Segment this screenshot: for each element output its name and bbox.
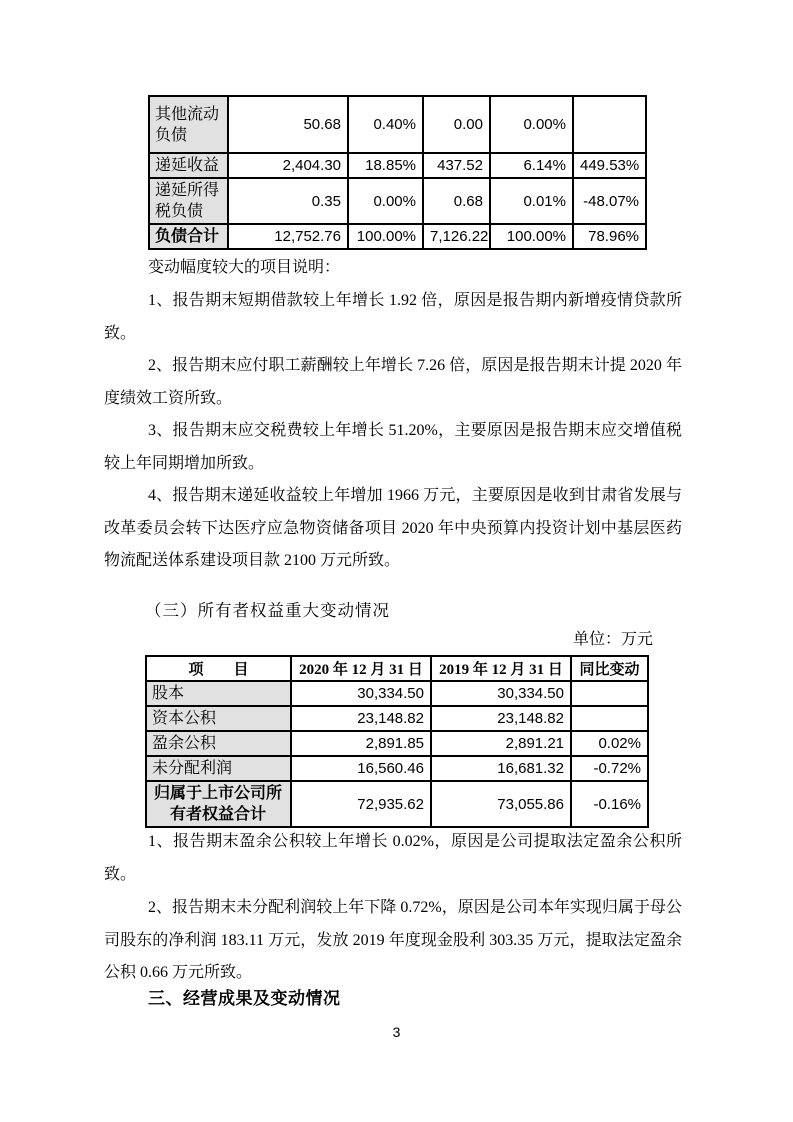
pct-2019-cell: 0.01% bbox=[490, 178, 573, 224]
value-2019-cell: 23,148.82 bbox=[431, 706, 571, 731]
header-2020: 2020 年 12 月 31 日 bbox=[291, 656, 431, 681]
amount-2020-cell: 12,752.76 bbox=[228, 224, 348, 249]
header-item: 项 目 bbox=[146, 656, 291, 681]
page-number: 3 bbox=[392, 1024, 401, 1040]
equity-table bbox=[145, 655, 649, 828]
note-paragraph: 4、报告期末递延收益较上年增加 1966 万元，主要原因是收到甘肃省发展与改革委员会转下达医疗应急物资储备项目 2020 年中央预算内投资计划中基层医药物流配送体系建设项目款 2100 万元所致。 bbox=[104, 487, 682, 569]
yoy-cell: 78.96% bbox=[573, 224, 646, 249]
row-label: 其他流动负债 bbox=[149, 96, 228, 153]
value-2020-cell: 23,148.82 bbox=[291, 706, 431, 731]
yoy-cell: 449.53% bbox=[573, 153, 646, 178]
table-row-total bbox=[149, 224, 646, 249]
amount-2020-cell: 2,404.30 bbox=[228, 153, 348, 178]
equity-section-heading: （三）所有者权益重大变动情况 bbox=[145, 601, 390, 620]
amount-2020-cell: 50.68 bbox=[228, 96, 348, 153]
table-row bbox=[146, 706, 648, 731]
value-2019-cell: 73,055.86 bbox=[431, 781, 571, 827]
pct-2020-cell: 0.00% bbox=[348, 178, 423, 224]
yoy-cell: -48.07% bbox=[573, 178, 646, 224]
amount-2020-cell: 0.35 bbox=[228, 178, 348, 224]
liabilities-table bbox=[148, 95, 647, 250]
row-label: 盈余公积 bbox=[146, 731, 291, 756]
table-header-row bbox=[146, 656, 648, 681]
note-paragraph: 3、报告期末应交税费较上年增长 51.20%，主要原因是报告期末应交增值税较上年同期增加所致。 bbox=[104, 422, 682, 472]
pct-2020-cell: 18.85% bbox=[348, 153, 423, 178]
table-row-total bbox=[146, 781, 648, 827]
yoy-cell bbox=[573, 96, 646, 153]
change-cell: -0.16% bbox=[571, 781, 648, 827]
row-label: 股本 bbox=[146, 681, 291, 706]
amount-2019-cell: 7,126.22 bbox=[423, 224, 490, 249]
table-row bbox=[149, 178, 646, 224]
pct-2020-cell: 100.00% bbox=[348, 224, 423, 249]
table-row bbox=[146, 756, 648, 781]
value-2020-cell: 30,334.50 bbox=[291, 681, 431, 706]
note-paragraph: 1、报告期末盈余公积较上年增长 0.02%，原因是公司提取法定盈余公积所致。 bbox=[104, 833, 682, 883]
note-paragraph: 2、报告期末应付职工薪酬较上年增长 7.26 倍，原因是报告期末计提 2020 年度绩效工资所致。 bbox=[104, 357, 682, 407]
row-label: 资本公积 bbox=[146, 706, 291, 731]
table-row bbox=[149, 96, 646, 153]
results-section-heading: 三、经营成果及变动情况 bbox=[148, 989, 341, 1008]
header-2019: 2019 年 12 月 31 日 bbox=[431, 656, 571, 681]
amount-2019-cell: 0.00 bbox=[423, 96, 490, 153]
value-2020-cell: 2,891.85 bbox=[291, 731, 431, 756]
change-cell: -0.72% bbox=[571, 756, 648, 781]
row-label: 负债合计 bbox=[149, 224, 228, 249]
value-2019-cell: 16,681.32 bbox=[431, 756, 571, 781]
value-2019-cell: 2,891.21 bbox=[431, 731, 571, 756]
change-cell bbox=[571, 706, 648, 731]
row-label: 递延收益 bbox=[149, 153, 228, 178]
change-cell bbox=[571, 681, 648, 706]
amount-2019-cell: 437.52 bbox=[423, 153, 490, 178]
row-label: 归属于上市公司所有者权益合计 bbox=[146, 781, 291, 827]
row-label: 未分配利润 bbox=[146, 756, 291, 781]
change-cell: 0.02% bbox=[571, 731, 648, 756]
note-paragraph: 2、报告期末未分配利润较上年下降 0.72%，原因是公司本年实现归属于母公司股东的净利润 183.11 万元，发放 2019 年度现金股利 303.35 万元，提取法定盈余公积 0.66 万元所致。 bbox=[104, 899, 682, 981]
notes-intro: 变动幅度较大的项目说明： bbox=[148, 259, 341, 276]
pct-2019-cell: 0.00% bbox=[490, 96, 573, 153]
unit-label: 单位：万元 bbox=[572, 631, 653, 648]
row-label: 递延所得税负债 bbox=[149, 178, 228, 224]
note-paragraph: 1、报告期末短期借款较上年增长 1.92 倍，原因是报告期内新增疫情贷款所致。 bbox=[104, 292, 682, 342]
pct-2020-cell: 0.40% bbox=[348, 96, 423, 153]
table-row bbox=[146, 731, 648, 756]
table-row bbox=[146, 681, 648, 706]
amount-2019-cell: 0.68 bbox=[423, 178, 490, 224]
value-2020-cell: 16,560.46 bbox=[291, 756, 431, 781]
pct-2019-cell: 6.14% bbox=[490, 153, 573, 178]
value-2019-cell: 30,334.50 bbox=[431, 681, 571, 706]
value-2020-cell: 72,935.62 bbox=[291, 781, 431, 827]
pct-2019-cell: 100.00% bbox=[490, 224, 573, 249]
header-change: 同比变动 bbox=[571, 656, 648, 681]
table-row bbox=[149, 153, 646, 178]
